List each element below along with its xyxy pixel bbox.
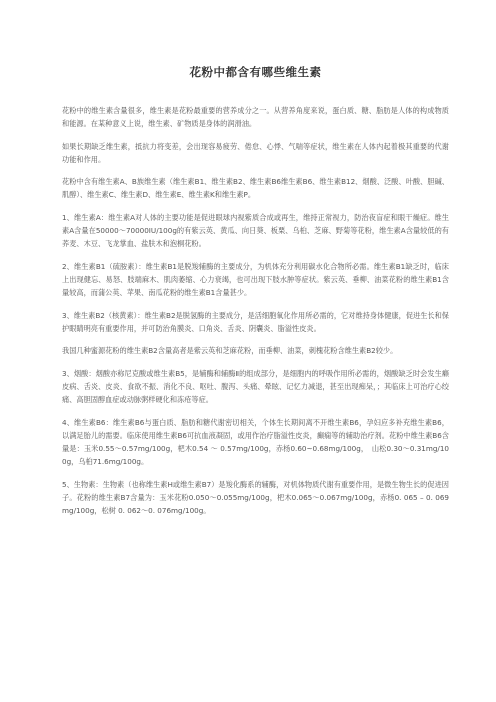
paragraph-niacin: 3、烟酸：烟酸亦称尼克酸或维生素B5，是辅酶和辅酶Ⅱ的组成部分，是细胞内的呼吸作用所必需的，烟酸缺乏时会发生癞皮病、舌炎、皮炎、食欲不振、消化不良、呕吐、腹泻、头痛、晕眩、记忆力减退，甚至出现痴呆，；其临床上可治疗心绞痛、高胆固醇血症或动脉粥样硬化和冻疮等症。 xyxy=(62,368,449,405)
paragraph-vitamin-list: 花粉中含有维生素A、B族维生素（维生素B1、维生素B2、维生素B6维生素B6、维生素B12、烟酸、泛酸、叶酸、胆碱、肌醇）、维生素C、维生素D、维生素E、维生素K和维生素P。 xyxy=(62,177,449,200)
paragraph-vitamin-b2-pollen: 我国几种蜜源花粉的维生素B2含量高者是紫云英和芝麻花粉，而垂柳、油菜，刺槐花粉含维生素B2较少。 xyxy=(62,346,398,356)
page-title: 花粉中都含有哪些维生素 xyxy=(189,65,322,79)
paragraph-vitamin-b2: 3、维生素B2（核黄素）：维生素B2是脱氢酶的主要成分，是活细胞氧化作用所必需的，它对维持身体健康，促进生长和保护眼睛明亮有重要作用，并可防治角膜炎、口角炎、舌炎、阴囊炎、脂溢性皮炎。 xyxy=(62,310,449,333)
paragraph-vitamin-b6: 4、维生素B6：维生素B6与蛋白质、脂肪和糖代谢密切相关，个体生长期间离不开维生素B6，孕妇应多补充维生素B6，以满足胎儿的需要。临床使用维生素B6可抗血液凝固，或用作治疗脂溢性皮炎，癫痫等的辅助治疗剂。花粉中维生素B6含量是：玉米0.55～0.57mg/100g，杷木0.54 ～ 0.57mg/100g，赤杨0.60~0.68mg/100g， 山松0.30～0.31mg/100g，乌桕71.6mg/100g。 xyxy=(62,417,449,466)
paragraph-deficiency: 如果长期缺乏维生素，抵抗力将变差，会出现容易疲劳、倦怠、心悸、气喘等症状，维生素在人体内起着极其重要的代谢功能和作用。 xyxy=(62,141,449,164)
paragraph-vitamin-a: 1、维生素A：维生素A对人体的主要功能是促进眼球内视紫质合成或再生，维持正常视力，防治夜盲症和眼干燥症。维生素A含量在50000～70000IU/100g的有紫云英、黄瓜、向日葵、板栗、乌桕、芝麻、野菊等花粉，维生素A含量较低的有荞麦、木豆、飞龙掌血、盐肤木和泡桐花粉。 xyxy=(62,213,449,249)
paragraph-intro: 花粉中的维生素含量很多，维生素是花粉最重要的营养成分之一。从营养角度来说，蛋白质、糖、脂肪是人体的构成物质和能源。在某种意义上说，维生素、矿物质是身体的润滑油。 xyxy=(62,106,449,129)
paragraph-biotin: 5、生物素：生物素（也称维生素H或维生素B7）是羧化酶系的辅酶，对机体物质代谢有重要作用，是微生物生长的促进因子。花粉的维生素B7含量为：玉米花粉0.050～0.055mg/100g，杷木0.065～0.067mg/100g，赤杨0. 065 – 0. 069mg/100g，松树 0. 062～0. 076mg/100g。 xyxy=(62,479,449,515)
paragraph-vitamin-b1: 2、维生素B1（硫胺素）：维生素B1是脱羧辅酶的主要成分，为机体充分利用碳水化合物所必需。维生素B1缺乏时，临床上出现健忘、易怒、肢端麻木、肌肉萎缩、心力衰竭，也可出现下肢水肿等症状。紫云英、垂柳、油菜花粉的维生素B1含量较高，而蒲公英、苹果、南瓜花粉的维生素B1含量甚少。 xyxy=(62,261,449,298)
